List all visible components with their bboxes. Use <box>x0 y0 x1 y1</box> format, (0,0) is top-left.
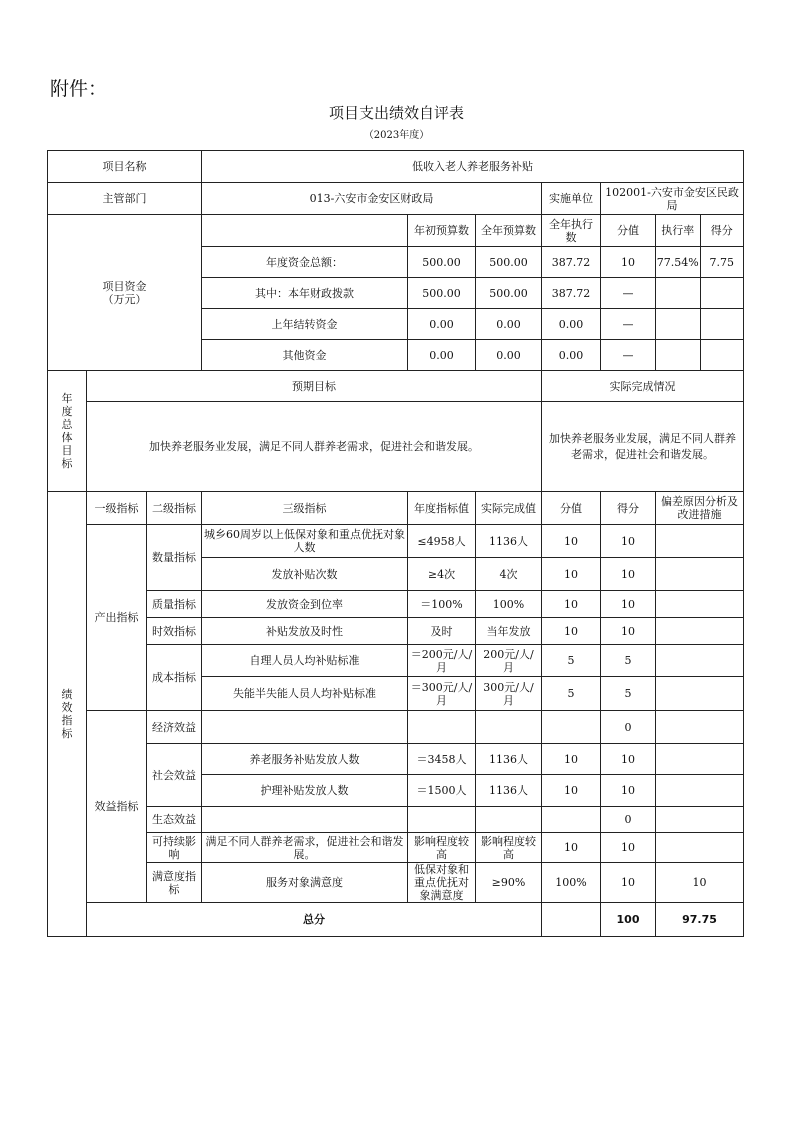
funds-cell: 0.00 <box>476 340 542 371</box>
perf-header: 得分 <box>601 492 656 525</box>
indicator-actual: 100% <box>542 863 601 903</box>
funds-row-label: 上年结转资金 <box>202 309 408 340</box>
perf-header: 三级指标 <box>202 492 408 525</box>
social-indicator-label: 社会效益 <box>147 744 202 807</box>
dept-label: 主管部门 <box>48 183 202 215</box>
total-got: 97.75 <box>656 903 744 937</box>
funds-cell: 10 <box>601 247 656 278</box>
indicator-got: 0 <box>601 711 656 744</box>
indicator-got: 5 <box>601 645 656 677</box>
funds-header-blank <box>202 215 408 247</box>
quantity-indicator-label: 数量指标 <box>147 525 202 591</box>
indicator-target: ≤4958人 <box>408 525 476 558</box>
expected-goal-label: 预期目标 <box>87 371 542 402</box>
indicator-got: 10 <box>656 863 744 903</box>
funds-row-label: 其他资金 <box>202 340 408 371</box>
indicator-actual: 1136人 <box>476 744 542 775</box>
indicator-got: 10 <box>601 775 656 807</box>
project-name-label: 项目名称 <box>48 151 202 183</box>
indicator-target: 影响程度较高 <box>408 833 476 863</box>
indicator-actual <box>476 807 542 833</box>
perf-header: 年度指标值 <box>408 492 476 525</box>
perf-header: 一级指标 <box>87 492 147 525</box>
indicator-name: 补贴发放及时性 <box>202 618 408 645</box>
indicator-note <box>656 558 744 591</box>
funds-header: 年初预算数 <box>408 215 476 247</box>
indicator-got: 10 <box>601 744 656 775</box>
indicator-score: 10 <box>542 744 601 775</box>
indicator-note <box>656 618 744 645</box>
actual-goal-text: 加快养老服务业发展，满足不同人群养老需求，促进社会和谐发展。 <box>542 402 744 492</box>
output-indicator-label: 产出指标 <box>87 525 147 711</box>
indicator-target: ≥4次 <box>408 558 476 591</box>
indicator-score: 10 <box>601 863 656 903</box>
total-blank <box>542 903 601 937</box>
indicator-name <box>202 711 408 744</box>
indicator-score: 10 <box>542 591 601 618</box>
indicator-score: 10 <box>542 558 601 591</box>
funds-cell: 387.72 <box>542 247 601 278</box>
indicator-got: 0 <box>601 807 656 833</box>
indicator-note <box>656 677 744 711</box>
sustain-indicator-label: 可持续影响 <box>147 833 202 863</box>
indicator-score <box>542 711 601 744</box>
indicator-actual: 影响程度较高 <box>476 833 542 863</box>
indicator-actual: 100% <box>476 591 542 618</box>
expected-goal-text: 加快养老服务业发展，满足不同人群养老需求，促进社会和谐发展。 <box>87 402 542 492</box>
funds-row-label: 其中：本年财政拨款 <box>202 278 408 309</box>
indicator-note <box>656 744 744 775</box>
eco-indicator-label: 生态效益 <box>147 807 202 833</box>
indicator-score <box>542 807 601 833</box>
funds-cell <box>656 309 701 339</box>
funds-cell <box>656 278 701 308</box>
indicator-name: 满足不同人群养老需求，促进社会和谐发展。 <box>202 833 408 863</box>
dept-value: 013-六安市金安区财政局 <box>202 183 542 215</box>
funds-cell: 500.00 <box>476 247 542 278</box>
funds-header: 执行率 <box>656 215 701 246</box>
funds-cell: 500.00 <box>476 278 542 309</box>
indicator-note <box>656 591 744 618</box>
funds-split-cell <box>656 309 744 340</box>
indicator-got: 10 <box>601 833 656 863</box>
indicator-score: 10 <box>542 525 601 558</box>
funds-cell: 387.72 <box>542 278 601 309</box>
project-name-value: 低收入老人养老服务补贴 <box>202 151 744 183</box>
indicator-target: ＝200元/人/月 <box>408 645 476 677</box>
perf-header: 偏差原因分析及改进措施 <box>656 492 744 525</box>
indicator-target: ＝3458人 <box>408 744 476 775</box>
funds-header: 全年预算数 <box>476 215 542 247</box>
indicator-note <box>656 775 744 807</box>
funds-cell: — <box>601 340 656 371</box>
indicator-actual: 4次 <box>476 558 542 591</box>
funds-header-split <box>656 215 744 247</box>
indicator-got: 5 <box>601 677 656 711</box>
impl-label: 实施单位 <box>542 183 601 215</box>
indicator-got: 10 <box>601 525 656 558</box>
indicator-target: ＝100% <box>408 591 476 618</box>
time-indicator-label: 时效指标 <box>147 618 202 645</box>
funds-cell: 0.00 <box>408 309 476 340</box>
page-title: 项目支出绩效自评表 <box>328 104 464 122</box>
total-label: 总分 <box>87 903 542 937</box>
funds-cell <box>701 340 744 370</box>
indicator-got: 10 <box>601 618 656 645</box>
perf-header: 二级指标 <box>147 492 202 525</box>
funds-cell: 0.00 <box>408 340 476 371</box>
funds-cell <box>656 340 701 370</box>
indicator-target <box>408 807 476 833</box>
funds-cell: 0.00 <box>542 309 601 340</box>
indicator-target: ＝300元/人/月 <box>408 677 476 711</box>
funds-cell: — <box>601 278 656 309</box>
indicator-name: 城乡60周岁以上低保对象和重点优抚对象人数 <box>202 525 408 558</box>
indicator-target: ≥90% <box>476 863 542 903</box>
service-indicator-label: 服务对象满意度 <box>202 863 408 903</box>
funds-cell: 500.00 <box>408 247 476 278</box>
funds-cell: 77.54% <box>656 247 701 277</box>
funds-split-cell <box>656 247 744 278</box>
indicator-name: 发放资金到位率 <box>202 591 408 618</box>
indicator-got: 10 <box>601 591 656 618</box>
indicator-name: 发放补贴次数 <box>202 558 408 591</box>
indicator-actual <box>476 711 542 744</box>
indicator-actual: 当年发放 <box>476 618 542 645</box>
indicator-note <box>656 833 744 863</box>
funds-header: 得分 <box>710 224 733 237</box>
cost-indicator-label: 成本指标 <box>147 645 202 711</box>
indicator-got: 10 <box>601 558 656 591</box>
indicator-name: 低保对象和重点优抚对象满意度 <box>408 863 476 903</box>
indicator-name <box>202 807 408 833</box>
perf-header: 分值 <box>542 492 601 525</box>
satisfaction-indicator-label: 满意度指标 <box>147 863 202 903</box>
indicator-score: 10 <box>542 775 601 807</box>
funds-split-cell <box>656 278 744 309</box>
funds-cell <box>701 278 744 308</box>
year-label: （2023年度） <box>363 130 430 141</box>
funds-cell: — <box>601 309 656 340</box>
indicator-target <box>408 711 476 744</box>
funds-header: 全年执行数 <box>542 215 601 247</box>
total-score: 100 <box>601 903 656 937</box>
indicator-score: 10 <box>542 618 601 645</box>
indicator-name: 自理人员人均补贴标准 <box>202 645 408 677</box>
funds-cell: 0.00 <box>476 309 542 340</box>
goal-section-label: 年 度 总 体 目 标 <box>48 371 87 492</box>
actual-goal-label: 实际完成情况 <box>542 371 744 402</box>
funds-header: 分值 <box>601 215 656 247</box>
econ-indicator-label: 经济效益 <box>147 711 202 744</box>
indicator-actual: 300元/人/月 <box>476 677 542 711</box>
indicator-actual: 1136人 <box>476 775 542 807</box>
indicator-target: ＝1500人 <box>408 775 476 807</box>
funds-split-cell <box>656 340 744 371</box>
impl-value: 102001-六安市金安区民政局 <box>601 183 744 215</box>
perf-section-label: 绩 效 指 标 <box>48 492 87 937</box>
indicator-note <box>656 807 744 833</box>
indicator-note <box>656 645 744 677</box>
indicator-score: 10 <box>542 833 601 863</box>
funds-cell: 0.00 <box>542 340 601 371</box>
perf-header: 实际完成值 <box>476 492 542 525</box>
indicator-actual: 200元/人/月 <box>476 645 542 677</box>
evaluation-table <box>47 150 744 937</box>
indicator-note <box>656 711 744 744</box>
benefit-indicator-label: 效益指标 <box>87 711 147 903</box>
quality-indicator-label: 质量指标 <box>147 591 202 618</box>
indicator-note <box>656 525 744 558</box>
funds-cell: 7.75 <box>709 255 735 269</box>
funds-row-label: 年度资金总额： <box>202 247 408 278</box>
indicator-actual: 1136人 <box>476 525 542 558</box>
attachment-label: 附件： <box>50 78 108 100</box>
indicator-name: 失能半失能人员人均补贴标准 <box>202 677 408 711</box>
funds-cell <box>701 309 744 339</box>
indicator-target: 及时 <box>408 618 476 645</box>
indicator-score: 5 <box>542 645 601 677</box>
funds-label: 项目资金 （万元） <box>48 215 202 371</box>
indicator-name: 护理补贴发放人数 <box>202 775 408 807</box>
funds-cell: 500.00 <box>408 278 476 309</box>
indicator-name: 养老服务补贴发放人数 <box>202 744 408 775</box>
indicator-score: 5 <box>542 677 601 711</box>
